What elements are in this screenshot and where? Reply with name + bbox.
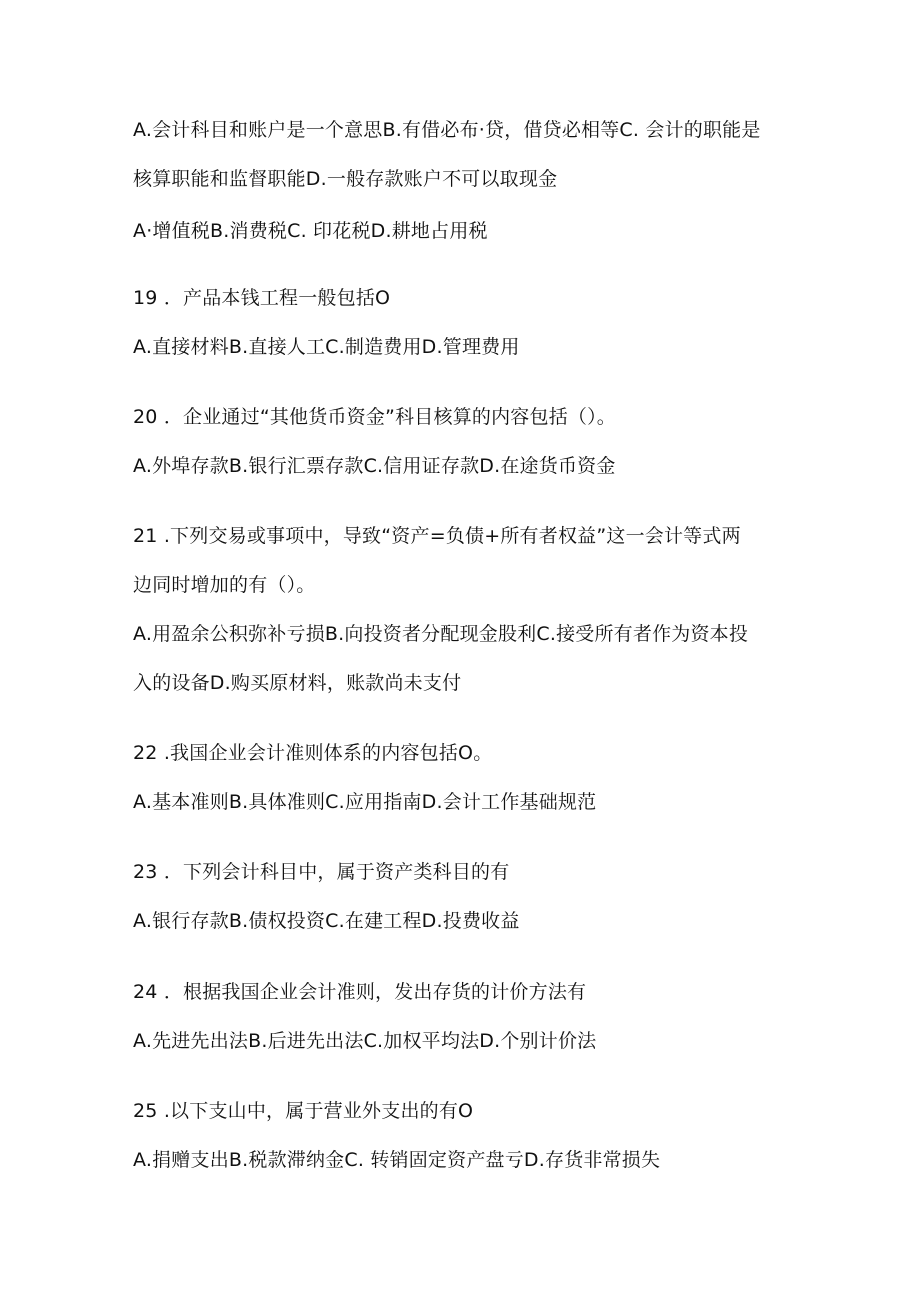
options-21-part1: A.用盈余公积弥补亏损B.向投资者分配现金股利C.接受所有者作为资本投 — [133, 623, 749, 645]
question-20: 20 ．企业通过“其他货币资金”科目核算的内容包括（）。 — [133, 406, 617, 428]
question-24: 24 ．根据我国企业会计准则，发出存货的计价方法有 — [133, 981, 587, 1003]
options-20: A.外埠存款B.银行汇票存款C.信用证存款D.在途货币资金 — [133, 455, 616, 477]
options-19: A.直接材料B.直接人工C.制造费用D.管理费用 — [133, 336, 520, 358]
options-25: A.捐赠支出B.税款滞纳金C. 转销固定资产盘亏D.存货非常损失 — [133, 1149, 661, 1171]
question-21-part1: 21 .下列交易或事项中，导致“资产=负债+所有者权益”这一会计等式两 — [133, 525, 741, 547]
question-21-part2: 边同时增加的有（）。 — [133, 574, 316, 596]
question-22: 22 .我国企业会计准则体系的内容包括O。 — [133, 742, 493, 764]
option-line-q18-part1: A.会计科目和账户是一个意思B.有借必布·贷，借贷必相等C. 会计的职能是 — [133, 119, 761, 141]
options-21-part2: 入的设备D.购买原材料，账款尚未支付 — [133, 672, 462, 694]
option-line-tax: A·增值税B.消费税C. 印花税D.耕地占用税 — [133, 220, 488, 242]
option-line-q18-part2: 核算职能和监督职能D.一般存款账户不可以取现金 — [133, 168, 558, 190]
question-25: 25 .以下支山中，属于营业外支出的有O — [133, 1100, 474, 1122]
question-23: 23 ．下列会计科目中，属于资产类科目的有 — [133, 861, 510, 883]
options-24: A.先进先出法B.后进先出法C.加权平均法D.个别计价法 — [133, 1030, 597, 1052]
question-19: 19 ．产品本钱工程一般包括O — [133, 287, 391, 309]
options-23: A.银行存款B.债权投资C.在建工程D.投费收益 — [133, 910, 520, 932]
options-22: A.基本准则B.具体准则C.应用指南D.会计工作基础规范 — [133, 791, 597, 813]
